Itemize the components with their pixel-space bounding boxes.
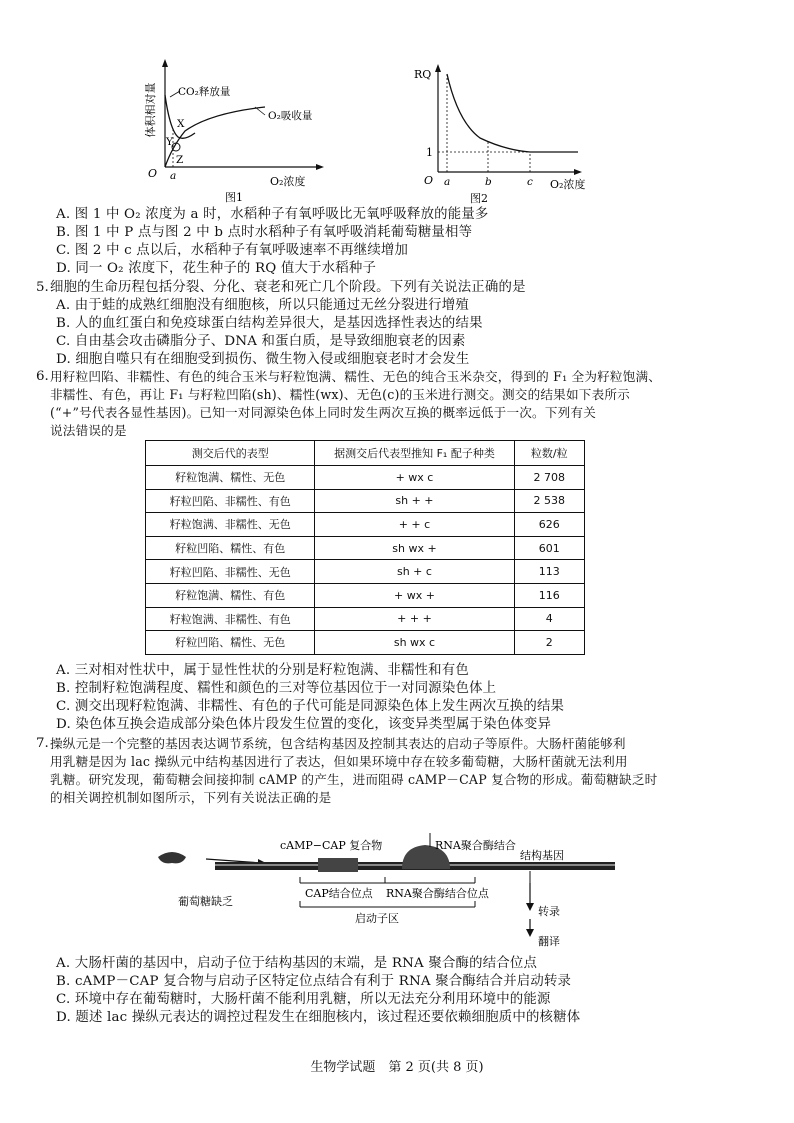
fig2-xlabel: O₂浓度 [550, 178, 586, 191]
table-cell: 113 [514, 560, 585, 584]
table-cell: 籽粒凹陷、糯性、有色 [146, 536, 315, 560]
page-footer: 生物学试题 第 2 页(共 8 页) [310, 1060, 484, 1075]
fig1-ylabel: 体积相对量 [144, 82, 157, 138]
fig1-point-x: X [177, 118, 185, 130]
fig1-o2-label: O₂吸收量 [268, 110, 313, 122]
q6-option-b: B. 控制籽粒饱满程度、糯性和颜色的三对等位基因位于一对同源染色体上 [56, 681, 497, 696]
q7-option-b: B. cAMP－CAP 复合物与启动子区特定位点结合有利于 RNA 聚合酶结合并启动转录 [56, 974, 572, 989]
table-cell: 116 [514, 583, 585, 607]
table-cell: + + c [315, 513, 514, 537]
diagram-structural-gene-label: 结构基因 [520, 849, 564, 862]
q4-option-a: A. 图 1 中 O₂ 浓度为 a 时，水稻种子有氧呼吸比无氧呼吸释放的能量多 [56, 207, 489, 222]
diagram-promoter-label: 启动子区 [355, 912, 399, 925]
q6-stem-line-3: (“+”号代表各显性基因)。已知一对同源染色体上同时发生两次互换的概率远低于一次。下列有关 [50, 405, 597, 420]
table-row [146, 560, 585, 584]
q6-option-a: A. 三对相对性状中，属于显性性状的分别是籽粒饱满、非糯性和有色 [56, 663, 469, 678]
table-header-count: 粒数/粒 [514, 441, 585, 466]
table-cell: 2 538 [514, 489, 585, 513]
table-row [146, 631, 585, 655]
table-row [146, 466, 585, 490]
figure-2 [410, 60, 610, 205]
q4-option-c: C. 图 2 中 c 点以后，水稻种子有氧呼吸速率不再继续增加 [56, 243, 409, 258]
table-row [146, 536, 585, 560]
q6-number: 6. [36, 369, 49, 384]
q5-option-b: B. 人的血红蛋白和免疫球蛋白结构差异很大，是基因选择性表达的结果 [56, 316, 483, 331]
table-cell: 籽粒饱满、非糯性、有色 [146, 607, 315, 631]
q6-option-c: C. 测交出现籽粒饱满、非糯性、有色的子代可能是同源染色体上发生两次互换的结果 [56, 699, 565, 714]
table-cell: 籽粒饱满、糯性、无色 [146, 466, 315, 490]
fig2-x-tick-b: b [485, 176, 492, 188]
fig1-point-z: Z [176, 154, 184, 166]
table-header-row [146, 441, 585, 466]
fig1-caption: 图1 [225, 191, 243, 204]
testcross-table [145, 440, 585, 655]
q5-stem: 细胞的生命历程包括分裂、分化、衰老和死亡几个阶段。下列有关说法正确的是 [50, 280, 526, 295]
q6-stem-line-4: 说法错误的是 [50, 423, 127, 438]
table-cell: sh wx + [315, 536, 514, 560]
table-cell: 籽粒饱满、非糯性、无色 [146, 513, 315, 537]
diagram-glucose-lack-label: 葡萄糖缺乏 [178, 895, 233, 908]
table-row [146, 607, 585, 631]
fig2-ylabel: RQ [414, 68, 432, 81]
q6-stem-line-1: 用籽粒凹陷、非糯性、有色的纯合玉米与籽粒饱满、糯性、无色的纯合玉米杂交，得到的 F₁ 全为籽粒饱满、 [50, 369, 662, 384]
table-cell: 籽粒凹陷、糯性、无色 [146, 631, 315, 655]
q7-option-c: C. 环境中存在葡萄糖时，大肠杆菌不能利用乳糖，所以无法充分利用环境中的能源 [56, 992, 551, 1007]
table-row [146, 489, 585, 513]
table-cell: + wx + [315, 583, 514, 607]
table-cell: 601 [514, 536, 585, 560]
table-cell: 626 [514, 513, 585, 537]
q5-number: 5. [36, 280, 49, 295]
q7-number: 7. [36, 736, 49, 751]
table-row [146, 513, 585, 537]
table-row [146, 583, 585, 607]
fig1-x-tick: a [170, 170, 177, 182]
table-cell: 2 [514, 631, 585, 655]
q6-stem-line-2: 非糯性、有色，再让 F₁ 与籽粒凹陷(sh)、糯性(wx)、无色(c)的玉米进行测交。测交的结果如下表所示 [50, 387, 630, 402]
table-cell: 2 708 [514, 466, 585, 490]
q5-option-d: D. 细胞自噬只有在细胞受到损伤、微生物入侵或细胞衰老时才会发生 [56, 352, 470, 367]
q7-option-d: D. 题述 lac 操纵元表达的调控过程发生在细胞核内，该过程还要依赖细胞质中的核糖体 [56, 1010, 581, 1025]
figure-1 [140, 55, 350, 205]
table-cell: 籽粒凹陷、非糯性、有色 [146, 489, 315, 513]
table-cell: + + + [315, 607, 514, 631]
table-header-gametes: 据测交后代表型推知 F₁ 配子种类 [315, 441, 514, 466]
fig1-origin: O [148, 167, 158, 180]
table-cell: 籽粒凹陷、非糯性、无色 [146, 560, 315, 584]
diagram-complex-label: cAMP−CAP 复合物 [280, 839, 383, 852]
fig2-x-tick-a: a [444, 176, 451, 188]
q7-stem-line-3: 乳糖。研究发现，葡萄糖会间接抑制 cAMP 的产生，进而阻碍 cAMP－CAP 复合物的形成。葡萄糖缺乏时 [50, 772, 658, 787]
q7-stem-line-2: 用乳糖是因为 lac 操纵元中结构基因进行了表达，但如果环境中存在较多葡萄糖，大肠杆菌就无法利用 [50, 754, 628, 769]
fig2-origin: O [424, 174, 434, 187]
q6-option-d: D. 染色体互换会造成部分染色体片段发生位置的变化，该变异类型属于染色体变异 [56, 717, 552, 732]
table-cell: sh + c [315, 560, 514, 584]
table-cell: 籽粒饱满、糯性、有色 [146, 583, 315, 607]
table-cell: sh + + [315, 489, 514, 513]
q7-stem-line-4: 的相关调控机制如图所示，下列有关说法正确的是 [50, 790, 332, 805]
fig1-xlabel: O₂浓度 [270, 175, 306, 188]
q5-option-a: A. 由于蛙的成熟红细胞没有细胞核，所以只能通过无丝分裂进行增殖 [56, 298, 469, 313]
diagram-cap-site-label: CAP结合位点 [305, 887, 373, 900]
q4-option-d: D. 同一 O₂ 浓度下，花生种子的 RQ 值大于水稻种子 [56, 261, 377, 276]
diagram-rnap-site-label: RNA聚合酶结合位点 [386, 887, 489, 900]
table-header-phenotype: 测交后代的表型 [146, 441, 315, 466]
diagram-rnap-binding-label: RNA聚合酶结合 [435, 839, 516, 852]
diagram-transcription-label: 转录 [538, 905, 560, 918]
fig2-y-tick: 1 [426, 146, 433, 159]
lac-operon-diagram [150, 825, 630, 950]
q7-option-a: A. 大肠杆菌的基因中，启动子位于结构基因的末端，是 RNA 聚合酶的结合位点 [56, 956, 538, 971]
q4-option-b: B. 图 1 中 P 点与图 2 中 b 点时水稻种子有氧呼吸消耗葡萄糖量相等 [56, 225, 473, 240]
fig1-point-y: Y [166, 136, 173, 148]
table-cell: + wx c [315, 466, 514, 490]
fig2-x-tick-c: c [527, 176, 533, 188]
fig1-co2-label: CO₂释放量 [178, 86, 231, 98]
table-cell: sh wx c [315, 631, 514, 655]
q5-option-c: C. 自由基会攻击磷脂分子、DNA 和蛋白质，是导致细胞衰老的因素 [56, 334, 466, 349]
diagram-translation-label: 翻译 [538, 935, 560, 948]
q7-stem-line-1: 操纵元是一个完整的基因表达调节系统，包含结构基因及控制其表达的启动子等原件。大肠杆菌能够利 [50, 736, 626, 751]
fig2-caption: 图2 [470, 192, 488, 205]
table-cell: 4 [514, 607, 585, 631]
